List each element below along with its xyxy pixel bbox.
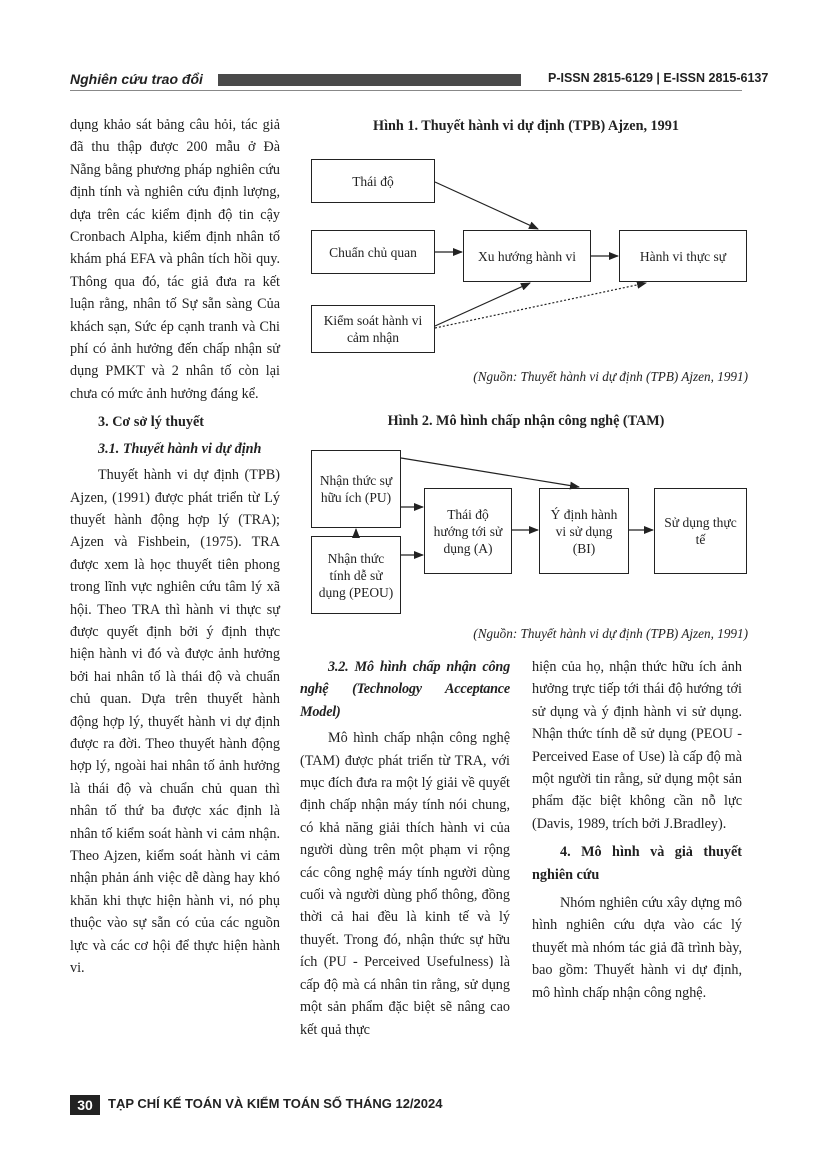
fig1-box-attitude: Thái độ [311,159,435,203]
figure-2-source: (Nguồn: Thuyết hành vi dự định (TPB) Ajzen, 1991) [473,626,748,641]
left-paragraph-1: dụng khảo sát bảng câu hỏi, tác giả đã thu thập được 200 mẫu ở Đà Nẵng bằng phương pháp nghiên cứu định tính và nghiên cứu định lượng, dựa trên các kiểm định độ tin cậy Cronbach Alpha, kiểm định nhân tố khám phá EFA và phân tích hồi quy. Thông qua đó, tác giả đưa ra kết luận rằng, nhân tố Sự sẵn sàng Của khách sạn, Sức ép cạnh tranh và Chi phí có ảnh hưởng đến chấp nhận sử dụng PMKT và 2 nhân tố còn lại chưa có mức ảnh hưởng đáng kể. [70,117,280,402]
middle-paragraph-1: Mô hình chấp nhận công nghệ (TAM) được phát triển từ TRA, với mục đích đưa ra một lý giải về quyết định chấp nhận máy tính nói chung, có khả năng giải thích hành vi của người dùng trên một phạm vi rộng các công nghệ máy tính người dùng cuối và người dùng phổ thông, đồng thời cả hai đều là kinh tế và lý thuyết. Trong đó, nhận thức sự hữu ích (PU - Perceived Usefulness) là cấp độ mà cá nhân tin rằng, sử dụng một sản phẩm đặc biệt sẽ nâng cao kết quả thực [300,730,510,1038]
arrow-control-to-intention [435,283,530,326]
issn-label: P-ISSN 2815-6129 | E-ISSN 2815-6137 [548,71,769,85]
fig1-box-behavior: Hành vi thực sự [619,230,747,282]
journal-name: TẠP CHÍ KẾ TOÁN VÀ KIỂM TOÁN SỐ THÁNG 12/2024 [108,1096,443,1111]
fig2-box-actual-use: Sử dụng thực tế [654,488,747,574]
section-3-1-heading: 3.1. Thuyết hành vi dự định [98,440,262,457]
arrow-pu-to-intention [401,458,579,487]
fig1-box-perceived-control: Kiểm soát hành vi cảm nhận [311,305,435,353]
figure-2-title: Hình 2. Mô hình chấp nhận công nghệ (TAM) [387,413,665,429]
arrow-attitude-to-intention [435,182,538,229]
section-3-2-heading: 3.2. Mô hình chấp nhận công nghệ (Technology Acceptance Model) [300,659,510,720]
section-4-heading: 4. Mô hình và giả thuyết nghiên cứu [532,844,742,883]
fig2-box-peou: Nhận thức tính dễ sử dụng (PEOU) [311,536,401,614]
page-number: 30 [70,1095,100,1115]
arrow-control-to-behavior-dotted [435,283,646,328]
figure-1-title: Hình 1. Thuyết hành vi dự định (TPB) Ajzen, 1991 [373,118,679,134]
fig1-box-intention: Xu hướng hành vi [463,230,591,282]
middle-column [300,656,510,1041]
section-label: Nghiên cứu trao đổi [70,71,203,87]
fig1-box-subjective-norm: Chuẩn chủ quan [311,230,435,274]
left-paragraph-2: Thuyết hành vi dự định (TPB) Ajzen, (1991) được phát triển từ Lý thuyết hành động hợp lý (TRA); Ajzen và Fishbein, (1975). TRA được xem là học thuyết tiên phong trong lĩnh vực nghiên cứu tâm lý xã hội. Theo TRA thì hành vi thực sự được quyết định bởi ý định thực hiện hành vi đó và được ảnh hưởng bởi hai nhân tố là thái độ và chuẩn chủ quan. Dựa trên thuyết hành động hợp lý, thuyết hành vi dự định được ra đời. Theo thuyết hành động hợp lý, ngoài hai nhân tố ảnh hưởng là thái độ và chuẩn chủ quan thì nhân tố thứ ba được xác định là nhân tố kiểm soát hành vi cảm nhận. Theo Ajzen, kiểm soát hành vi cảm nhận phản ánh việc dễ dàng hay khó khăn khi thực hiện hành vi, nó phụ thuộc vào sự sẵn có của các nguồn lực và các cơ hội để thực hiện hành vi. [70,467,280,977]
section-3-heading: 3. Cơ sở lý thuyết [98,414,204,431]
fig2-box-intention: Ý định hành vi sử dụng (BI) [539,488,629,574]
fig2-box-attitude: Thái độ hướng tới sử dụng (A) [424,488,512,574]
figure-1-source: (Nguồn: Thuyết hành vi dự định (TPB) Ajzen, 1991) [473,369,748,384]
right-paragraph-1: hiện của họ, nhận thức hữu ích ảnh hưởng trực tiếp tới thái độ hướng tới sử dụng và ý định hành vi sử dụng. Nhận thức tính dễ sử dụng (PEOU - Perceived Ease of Use) là cấp độ mà một người tin rằng, sử dụng một sản phẩm đặc biệt không cần nỗ lực (Davis, 1989, trích bởi J.Bradley). [532,659,742,832]
fig2-box-pu: Nhận thức sự hữu ích (PU) [311,450,401,528]
right-column [532,656,742,1004]
right-paragraph-2: Nhóm nghiên cứu xây dựng mô hình nghiên cứu dựa vào các lý thuyết mà nhóm tác giả đã trình bày, bao gồm: Thuyết hành vi dự định, mô hình chấp nhận công nghệ. [532,895,742,1001]
